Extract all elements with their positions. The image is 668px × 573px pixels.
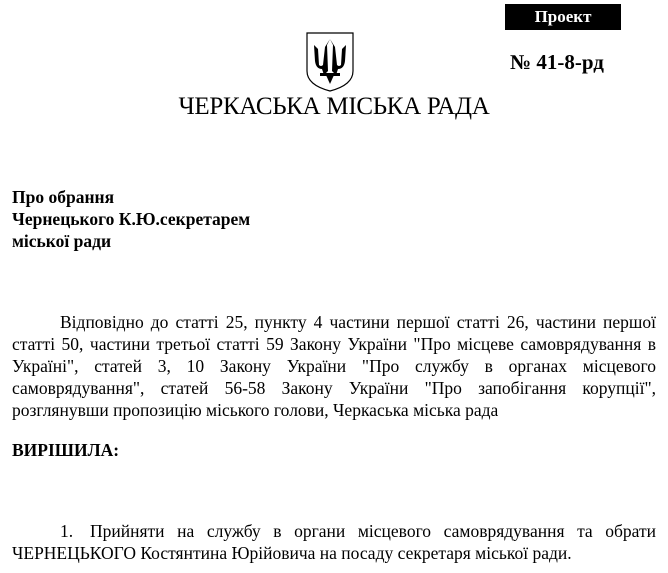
council-name: ЧЕРКАСЬКА МІСЬКА РАДА	[178, 93, 490, 120]
coat-of-arms-icon	[305, 31, 355, 93]
subject-line: міської ради	[12, 231, 112, 251]
subject-line: Про обрання	[12, 187, 115, 207]
preamble-line: Україні", статей 3, 10 Закону України "Про службу в органах місцевого	[12, 356, 656, 376]
preamble-line: самоврядування", статей 56-58 Закону України "Про запобігання корупції",	[12, 378, 656, 398]
preamble-line: статті 50, частини третьої статті 59 Закону України "Про місцеве самоврядування в	[12, 334, 656, 354]
subject-line: Чернецького К.Ю.секретарем	[12, 209, 251, 229]
preamble-line: Відповідно до статті 25, пункту 4 частини першої статті 26, частини першої	[60, 312, 656, 332]
item-line: Прийняти на службу в органи місцевого самоврядування та обрати	[90, 521, 656, 541]
item-number: 1.	[60, 521, 74, 541]
resolved-heading: ВИРІШИЛА:	[12, 440, 120, 460]
draft-label: Проект рішення	[505, 4, 621, 30]
item-line: ЧЕРНЕЦЬКОГО Костянтина Юрійовича на посаду секретаря міської ради.	[12, 543, 572, 563]
decision-number: № 41-8-рд	[510, 50, 604, 74]
preamble-line: розглянувши пропозицію міського голови, Черкаська міська рада	[12, 400, 499, 420]
